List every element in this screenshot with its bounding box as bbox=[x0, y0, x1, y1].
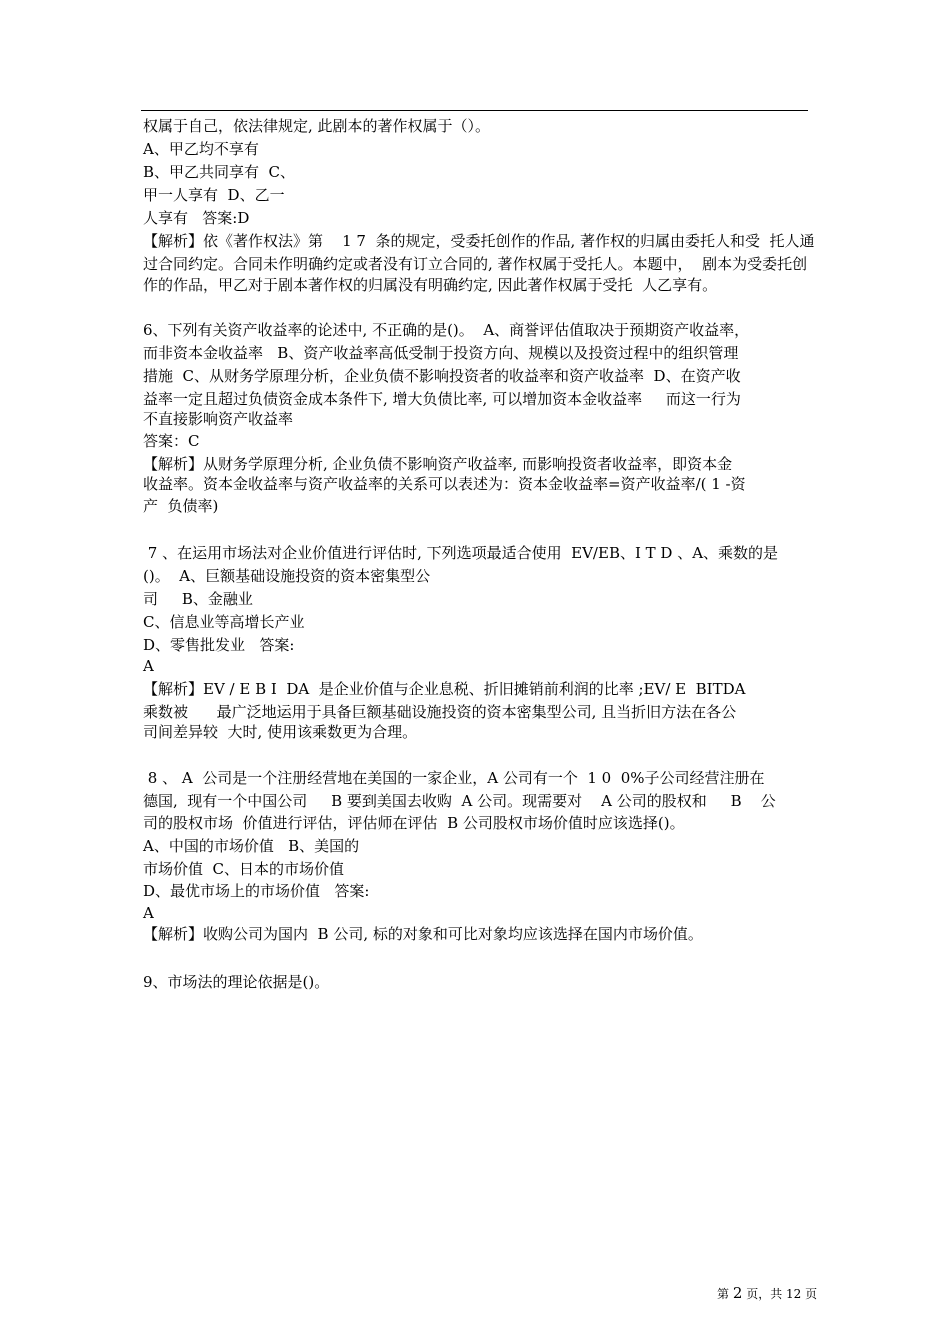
text-line: ()。 A、巨额基础设施投资的资本密集型公 bbox=[143, 567, 431, 585]
text-line: A、中国的市场价值 B、美国的 bbox=[143, 837, 360, 855]
text-line: 答案：C bbox=[143, 432, 200, 450]
text-line: D、零售批发业 答案: bbox=[143, 636, 295, 654]
footer-prefix: 第 bbox=[717, 1287, 733, 1301]
text-line: 过合同约定。合同未作明确约定或者没有订立合同的, 著作权属于受托人。本题中， 剧本为受委托创 bbox=[143, 255, 808, 273]
text-line: 6、下列有关资产收益率的论述中, 不正确的是()。 A、商誉评估值取决于预期资产收益率， bbox=[143, 321, 750, 339]
text-line: 【解析】依《著作权法》第 1 7 条的规定，受委托创作的作品, 著作权的归属由委托人和受 托人通 bbox=[143, 232, 815, 250]
text-line: A bbox=[143, 904, 154, 922]
text-line: 措施 C、从财务学原理分析，企业负债不影响投资者的收益率和资产收益率 D、在资产收 bbox=[143, 367, 741, 385]
text-line: 7 、在运用市场法对企业价值进行评估时, 下列选项最适合使用 EV/EB、I T D 、A、乘数的是 bbox=[143, 544, 779, 562]
text-line: A、甲乙均不享有 bbox=[143, 140, 259, 158]
text-line: 不直接影响资产收益率 bbox=[143, 410, 294, 428]
text-line: 而非资本金收益率 B、资产收益率高低受制于投资方向、规模以及投资过程中的组织管理 bbox=[143, 344, 739, 362]
text-line: 权属于自己，依法律规定, 此剧本的著作权属于（）。 bbox=[143, 117, 491, 135]
text-line: 人享有 答案:D bbox=[143, 209, 250, 227]
text-line: 市场价值 C、日本的市场价值 bbox=[143, 860, 345, 878]
text-line: C、信息业等高增长产业 bbox=[143, 613, 305, 631]
text-line: 作的作品，甲乙对于剧本著作权的归属没有明确约定, 因此著作权属于受托 人乙享有。 bbox=[143, 276, 718, 294]
text-line: 【解析】EV / E B I DA 是企业价值与企业息税、折旧摊销前利润的比率 ;EV/ E BITDA bbox=[143, 680, 746, 698]
text-line: 产 负债率) bbox=[143, 497, 219, 515]
text-line: 司 B、金融业 bbox=[143, 590, 253, 608]
text-line: D、最优市场上的市场价值 答案: bbox=[143, 882, 370, 900]
text-line: 甲一人享有 D、乙一 bbox=[143, 186, 285, 204]
text-line: 8 、 A 公司是一个注册经营地在美国的一家企业，A 公司有一个 1 0 0%子公司经营注册在 bbox=[143, 769, 765, 787]
footer-page-number: 2 bbox=[732, 1284, 743, 1302]
text-line: B、甲乙共同享有 C、 bbox=[143, 163, 296, 181]
text-line: 【解析】收购公司为国内 B 公司, 标的对象和可比对象均应该选择在国内市场价值。 bbox=[143, 925, 703, 943]
text-line: A bbox=[143, 657, 154, 675]
text-line: 德国, 现有一个中国公司 B 要到美国去收购 A 公司。现需要对 A 公司的股权和 B 公 bbox=[143, 792, 776, 810]
footer-suffix: 页，共 12 页 bbox=[742, 1287, 818, 1301]
page-footer bbox=[717, 1285, 817, 1302]
text-line: 司的股权市场 价值进行评估，评估师在评估 B 公司股权市场价值时应该选择()。 bbox=[143, 814, 685, 832]
header-rule bbox=[141, 110, 808, 111]
text-line: 司间差异较 大时, 使用该乘数更为合理。 bbox=[143, 723, 418, 741]
text-line: 收益率。资本金收益率与资产收益率的关系可以表述为：资本金收益率=资产收益率/( 1 -资 bbox=[143, 475, 746, 493]
text-line: 【解析】从财务学原理分析, 企业负债不影响资产收益率, 而影响投资者收益率，即资本金 bbox=[143, 455, 733, 473]
text-line: 9、市场法的理论依据是()。 bbox=[143, 973, 330, 991]
text-line: 乘数被 最广泛地运用于具备巨额基础设施投资的资本密集型公司, 且当折旧方法在各公 bbox=[143, 703, 737, 721]
text-line: 益率一定且超过负债资金成本条件下, 增大负债比率, 可以增加资本金收益率 而这一行为 bbox=[143, 390, 741, 408]
